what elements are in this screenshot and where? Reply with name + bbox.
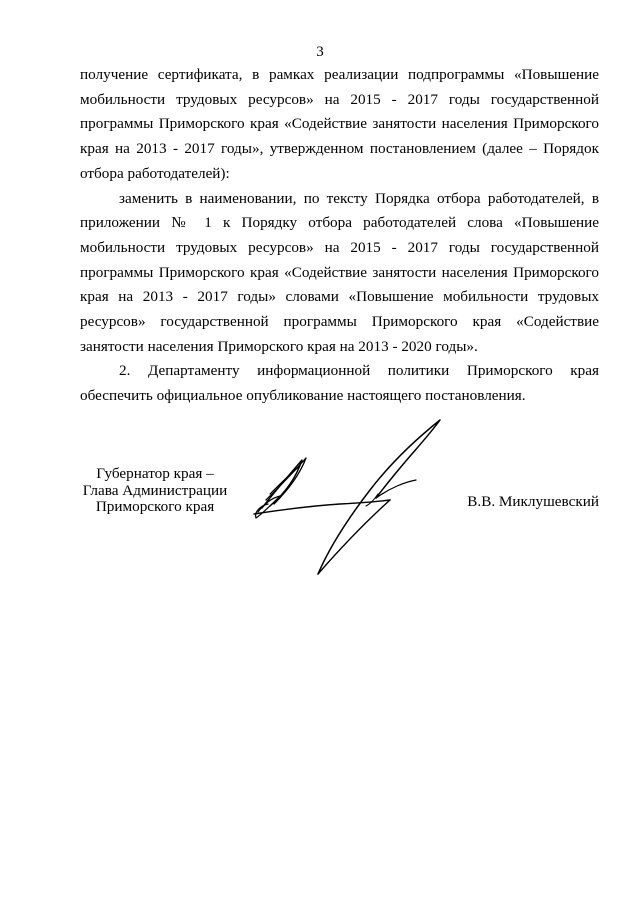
page-number: 3 bbox=[316, 44, 324, 60]
signatory-title-line: Приморского края bbox=[95, 498, 215, 515]
handwritten-signature bbox=[240, 408, 480, 578]
paragraph-publication: 2. Департаменту информационной политики Приморского края обеспечить официальное опубликование настоящего постановления. bbox=[80, 362, 599, 405]
signatory-title-line: Губернатор края – bbox=[96, 465, 214, 482]
paragraph-continued: получение сертификата, в рамках реализации подпрограммы «Повышение мобильности трудовых ресурсов» на 2015 - 2017 годы государственной программы Приморского края «Содействие занятости населения Приморского края на 2013 - 2017 годы», утвержденном постановлением (далее – Порядок отбора работодателей): bbox=[80, 66, 599, 182]
signatory-name: В.В. Миклушевский bbox=[467, 493, 599, 510]
document-body bbox=[80, 63, 599, 409]
signatory-title-line: Глава Администрации bbox=[82, 481, 228, 499]
paragraph-amendment: заменить в наименовании, по тексту Порядка отбора работодателей, в приложении № 1 к Порядку отбора работодателей слова «Повышение мобильности трудовых ресурсов» на 2015 - 2017 годы государственной программы Приморского края «Содействие занятости населения Приморского края на 2013 - 2017 годы» словами «Повышение мобильности трудовых ресурсов» государственной программы Приморского края «Содействие занятости населения Приморского края на 2013 - 2020 годы». bbox=[80, 189, 599, 355]
signatory-title bbox=[80, 466, 230, 516]
